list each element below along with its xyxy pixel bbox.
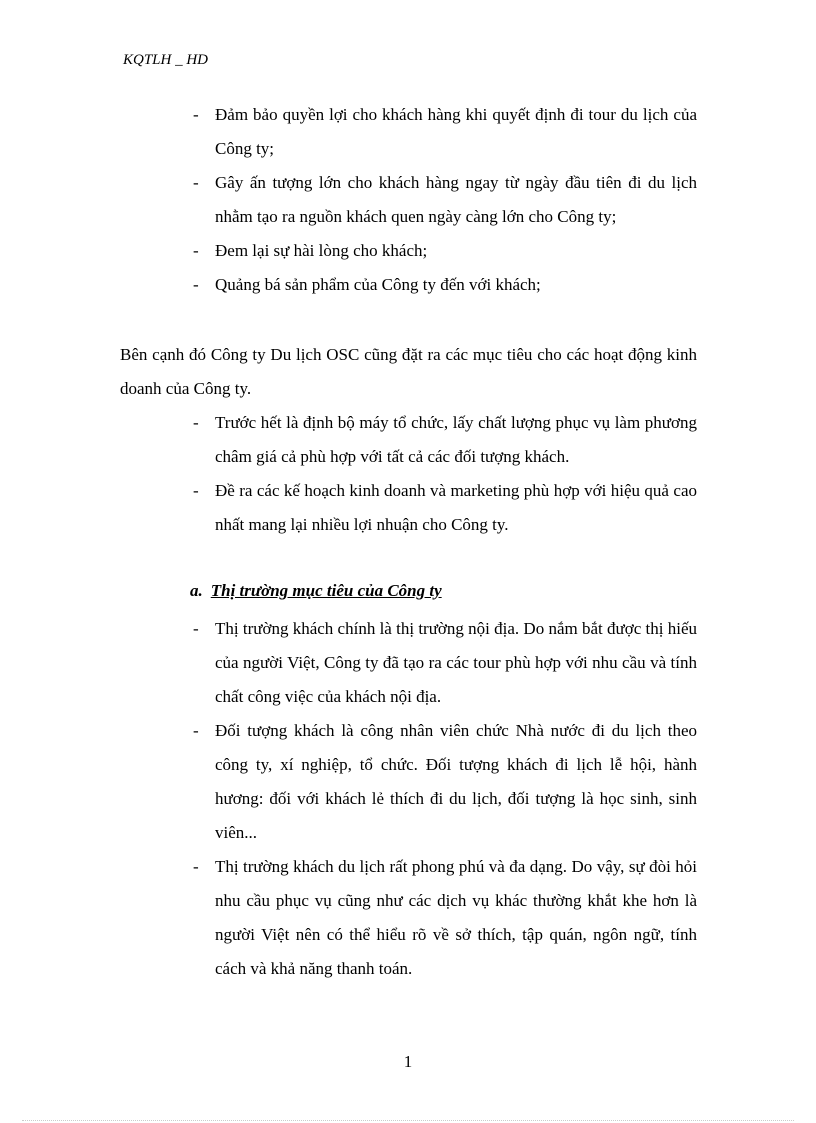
bullet-dash: - bbox=[193, 619, 199, 638]
list-item-text: Trước hết là định bộ máy tổ chức, lấy chất lượng phục vụ làm phương châm giá cả phù hợp với tất cả các đối tượng khách. bbox=[215, 413, 697, 466]
list-item bbox=[193, 268, 697, 302]
list-item-text: Đề ra các kế hoạch kinh doanh và marketing phù hợp với hiệu quả cao nhất mang lại nhiều lợi nhuận cho Công ty. bbox=[215, 481, 697, 534]
section-heading bbox=[190, 581, 442, 601]
bullet-dash: - bbox=[193, 105, 199, 124]
list-item-text: Đem lại sự hài lòng cho khách; bbox=[215, 241, 428, 260]
list-item bbox=[193, 850, 697, 986]
list-item bbox=[193, 166, 697, 234]
list-item bbox=[193, 406, 697, 474]
bullet-dash: - bbox=[193, 275, 199, 294]
body-paragraph: Bên cạnh đó Công ty Du lịch OSC cũng đặt ra các mục tiêu cho các hoạt động kinh doanh của Công ty. bbox=[120, 345, 697, 398]
bullet-dash: - bbox=[193, 241, 199, 260]
goal-bullet-list bbox=[193, 406, 697, 542]
section-title: Thị trường mục tiêu của Công ty bbox=[210, 581, 442, 600]
list-item-text: Đối tượng khách là công nhân viên chức Nhà nước đi du lịch theo công ty, xí nghiệp, tổ chức. Đối tượng khách đi lịch lễ hội, hành hương: đối với khách lẻ thích đi du lịch, đối tượng là học sinh, sinh viên... bbox=[215, 721, 697, 842]
page-header: KQTLH _ HD bbox=[123, 52, 209, 68]
list-item bbox=[193, 714, 697, 850]
list-item-text: Quảng bá sản phẩm của Công ty đến với khách; bbox=[215, 275, 541, 294]
section-letter: a. bbox=[190, 581, 203, 600]
list-item-text: Thị trường khách du lịch rất phong phú và đa dạng. Do vậy, sự đòi hỏi nhu cầu phục vụ cũng như các dịch vụ khác thường khắt khe hơn là người Việt nên có thể hiểu rõ về sở thích, tập quán, ngôn ngữ, tính cách và khả năng thanh toán. bbox=[215, 857, 697, 978]
intro-bullet-list bbox=[193, 98, 697, 302]
bullet-dash: - bbox=[193, 721, 199, 740]
bullet-dash: - bbox=[193, 413, 199, 432]
footer-divider bbox=[22, 1120, 794, 1121]
list-item-text: Gây ấn tượng lớn cho khách hàng ngay từ ngày đầu tiên đi du lịch nhằm tạo ra nguồn khách quen ngày càng lớn cho Công ty; bbox=[215, 173, 697, 226]
list-item-text: Đảm bảo quyền lợi cho khách hàng khi quyết định đi tour du lịch của Công ty; bbox=[215, 105, 697, 158]
bullet-dash: - bbox=[193, 857, 199, 876]
list-item bbox=[193, 612, 697, 714]
bullet-dash: - bbox=[193, 481, 199, 500]
page-number: 1 bbox=[403, 1052, 413, 1071]
list-item bbox=[193, 474, 697, 542]
market-bullet-list bbox=[193, 612, 697, 986]
list-item bbox=[193, 234, 697, 268]
bullet-dash: - bbox=[193, 173, 199, 192]
list-item-text: Thị trường khách chính là thị trường nội địa. Do nắm bắt được thị hiếu của người Việt, Công ty đã tạo ra các tour phù hợp với nhu cầu và tính chất công việc của khách nội địa. bbox=[215, 619, 697, 706]
list-item bbox=[193, 98, 697, 166]
